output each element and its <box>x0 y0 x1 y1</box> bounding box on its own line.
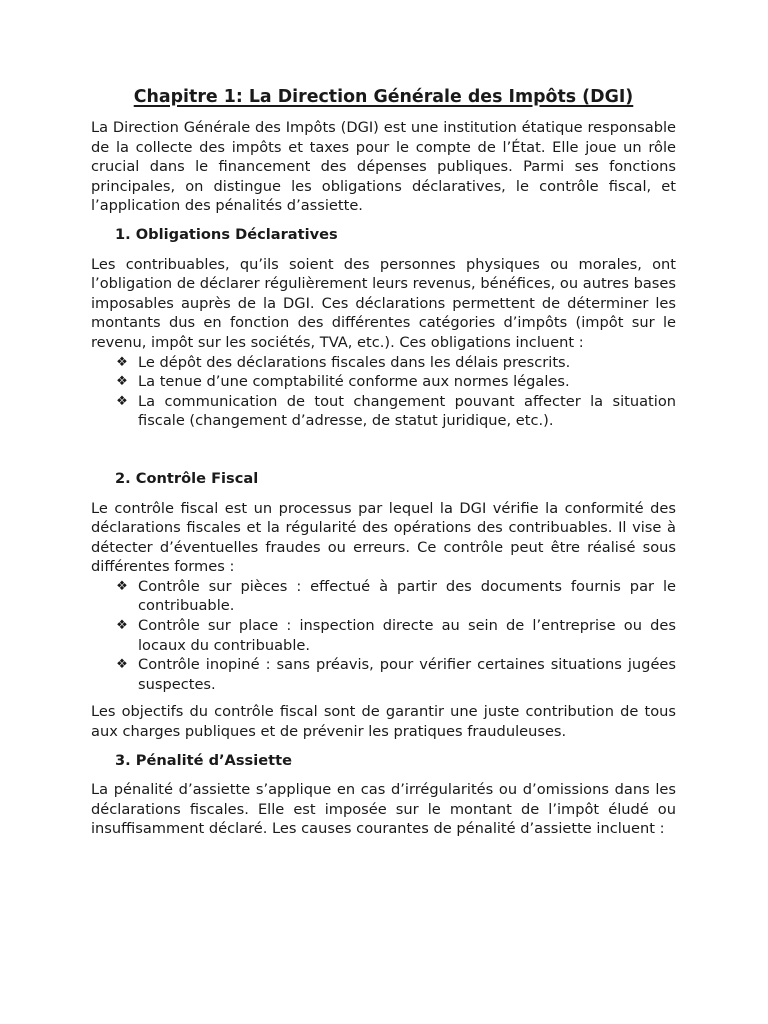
list-item <box>91 353 676 373</box>
section-heading-penalite: 3. Pénalité d’Assiette <box>115 751 292 769</box>
list-item <box>91 577 676 616</box>
diamond-bullet-icon: ❖ <box>116 354 128 370</box>
bullet-list-controle <box>91 577 676 695</box>
section-paragraph-obligations: Les contribuables, qu’ils soient des personnes physiques ou morales, ont l’obligation de déclarer régulièrement leurs revenus, bénéfices, ou autres bases imposables auprès de la DGI. Ces déclarations permettent de déterminer les montants dus en fonction des différentes catégories d’impôts (impôt sur le revenu, impôt sur les sociétés, TVA, etc.). Ces obligations incluent : <box>91 255 676 351</box>
list-item-text: Le dépôt des déclarations fiscales dans les délais prescrits. <box>138 353 571 371</box>
list-item <box>91 392 676 431</box>
section-heading-controle: 2. Contrôle Fiscal <box>115 469 259 487</box>
section-heading-obligations: 1. Obligations Déclaratives <box>115 225 338 243</box>
diamond-bullet-icon: ❖ <box>116 374 128 390</box>
diamond-bullet-icon: ❖ <box>116 578 128 594</box>
list-item <box>91 372 676 392</box>
bullet-list-obligations <box>91 353 676 431</box>
diamond-bullet-icon: ❖ <box>116 393 128 409</box>
page-title: Chapitre 1: La Direction Générale des Impôts (DGI) <box>133 87 634 107</box>
section-paragraph-penalite: La pénalité d’assiette s’applique en cas d’irrégularités ou d’omissions dans les déclarations fiscales. Elle est imposée sur le montant de l’impôt éludé ou insuffisamment déclaré. Les causes courantes de pénalité d’assiette incluent : <box>91 781 676 838</box>
list-item <box>91 655 676 694</box>
list-item-text: La communication de tout changement pouvant affecter la situation fiscale (changement d’adresse, de statut juridique, etc.). <box>138 392 676 430</box>
list-item <box>91 616 676 655</box>
diamond-bullet-icon: ❖ <box>116 657 128 673</box>
diamond-bullet-icon: ❖ <box>116 618 128 634</box>
list-item-text: Contrôle inopiné : sans préavis, pour vérifier certaines situations jugées suspectes. <box>138 656 676 693</box>
intro-paragraph: La Direction Générale des Impôts (DGI) est une institution étatique responsable de la collecte des impôts et taxes pour le compte de l’État. Elle joue un rôle crucial dans le financement des dépenses publiques. Parmi ses fonctions principales, on distingue les obligations déclaratives, le contrôle fiscal, et l’application des pénalités d’assiette. <box>91 119 676 215</box>
list-item-text: Contrôle sur place : inspection directe au sein de l’entreprise ou des locaux du contribuable. <box>138 617 676 654</box>
section-closing-controle: Les objectifs du contrôle fiscal sont de garantir une juste contribution de tous aux charges publiques et de prévenir les pratiques frauduleuses. <box>91 703 676 741</box>
section-paragraph-controle: Le contrôle fiscal est un processus par lequel la DGI vérifie la conformité des déclarations fiscales et la régularité des opérations des contribuables. Il vise à détecter d’éventuelles fraudes ou erreurs. Ce contrôle peut être réalisé sous différentes formes : <box>91 499 676 576</box>
list-item-text: Contrôle sur pièces : effectué à partir des documents fournis par le contribuable. <box>138 577 676 615</box>
list-item-text: La tenue d’une comptabilité conforme aux normes légales. <box>138 373 570 391</box>
